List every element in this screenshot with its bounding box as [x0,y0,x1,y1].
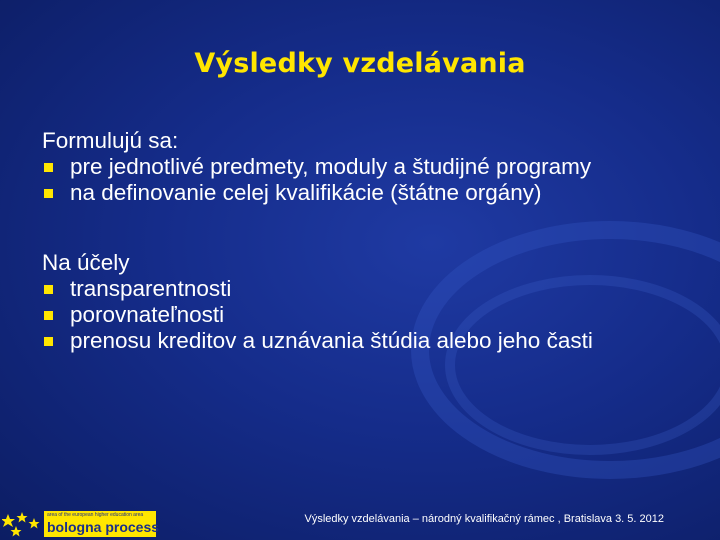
slide-content [42,128,682,354]
slide-title: Výsledky vzdelávania [194,48,526,79]
list-item-text: porovnateľnosti [70,302,225,327]
square-bullet-icon [44,285,53,294]
logo-tagline: area of the european higher education area [47,512,144,518]
list-item [42,180,682,206]
stars-logo-icon [2,510,42,538]
logo-name: bologna process [47,519,160,535]
list-item-text: prenosu kreditov a uznávania štúdia alebo jeho časti [70,328,593,353]
section-heading-formulation: Formulujú sa: [42,128,179,153]
list-item-text: na definovanie celej kvalifikácie (štátne orgány) [70,180,542,205]
square-bullet-icon [44,337,53,346]
list-item [42,154,682,180]
square-bullet-icon [44,189,53,198]
square-bullet-icon [44,163,53,172]
list-item [42,302,682,328]
list-item-text: pre jednotlivé predmety, moduly a študijné programy [70,154,592,179]
list-item-text: transparentnosti [70,276,232,301]
list-item [42,328,682,354]
logo-wordmark [44,511,160,537]
section-heading-purposes: Na účely [42,250,130,275]
list-item [42,276,682,302]
square-bullet-icon [44,311,53,320]
slide-footer: Výsledky vzdelávania – národný kvalifikačný rámec , Bratislava 3. 5. 2012 [304,513,664,525]
